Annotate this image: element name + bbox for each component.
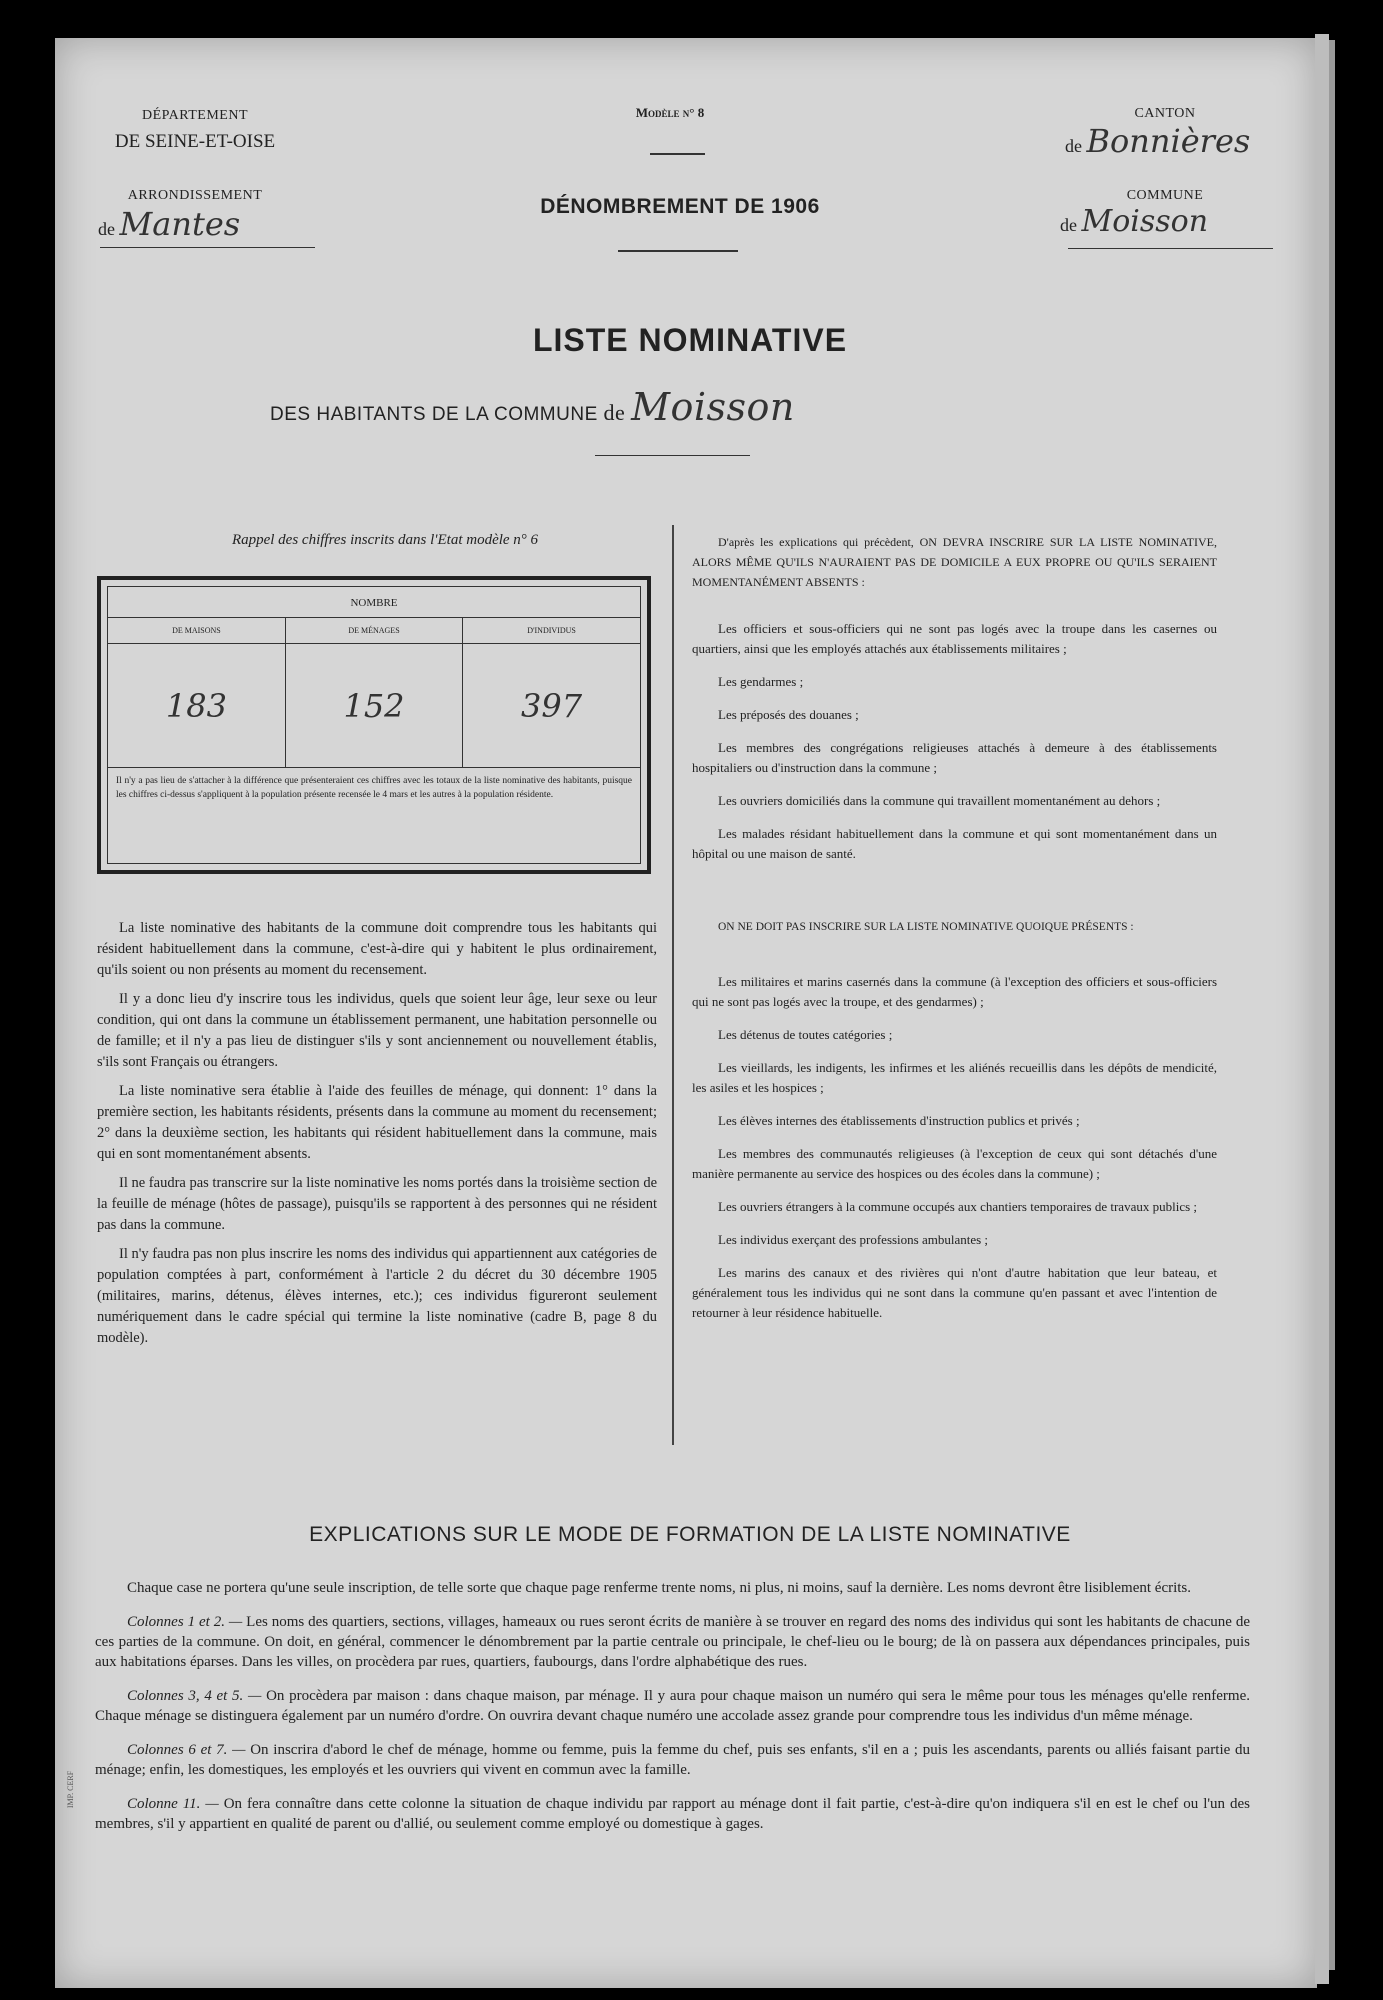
commune-line xyxy=(1060,204,1310,239)
column-divider xyxy=(672,525,674,1445)
val-maisons: 183 xyxy=(108,644,285,768)
commune-label: COMMUNE xyxy=(1126,188,1204,203)
liste-nominative-title: LISTE NOMINATIVE xyxy=(532,322,848,358)
denombrement-title: DÉNOMBREMENT DE 1906 xyxy=(540,195,820,218)
explications-body xyxy=(95,1578,1250,1848)
liste-subtitle xyxy=(270,385,1030,429)
include-item: Les officiers et sous-officiers qui ne sont pas logés avec la troupe dans les casernes ou quartiers, ainsi que les employés attachés aux établissements militaires ; xyxy=(692,621,1217,656)
exclude-item: Les membres des communautés religieuses (à l'exception de ceux qui sont détachés d'une manière permanente au service des hospices ou des écoles dans la commune) ; xyxy=(692,1146,1217,1181)
departement-value: DE SEINE-ET-OISE xyxy=(114,131,276,152)
canton-line xyxy=(1065,122,1315,160)
left-paragraph: La liste nominative sera établie à l'aide des feuilles de ménage, qui donnent: 1° dans la première section, les habitants résidents, présents dans la commune au moment du recensement; 2° dans la deuxième section, les habitants qui résident habituellement dans la commune, mais qui en sont momentanément absents. xyxy=(97,1083,657,1162)
subtitle-commune: Moisson xyxy=(631,385,795,429)
canton-value: Bonnières xyxy=(1086,122,1251,160)
colonnes-label: Colonne 11. — xyxy=(127,1796,219,1812)
exclude-item: Les ouvriers étrangers à la commune occupés aux chantiers temporaires de travaux publics ; xyxy=(718,1199,1198,1214)
rappel-inner-frame xyxy=(107,586,641,864)
include-item: Les gendarmes ; xyxy=(718,674,804,689)
explication-text: On inscrira d'abord le chef de ménage, homme ou femme, puis la femme du chef, puis ses enfants, s'il en a ; puis les ascendants, parents ou alliés faisant partie du ménage; enfin, les domestiques, les employés et les ouvriers qui vivent en commun avec la famille. xyxy=(95,1742,1250,1778)
exclude-item: Les détenus de toutes catégories ; xyxy=(718,1027,893,1042)
exclude-title: ON NE DOIT PAS INSCRIRE SUR LA LISTE NOMINATIVE QUOIQUE PRÉSENTS : xyxy=(718,921,1134,933)
explications-title: EXPLICATIONS SUR LE MODE DE FORMATION DE LA LISTE NOMINATIVE xyxy=(309,1523,1071,1546)
denombrement-rule xyxy=(618,250,738,252)
subtitle-text: DES HABITANTS DE LA COMMUNE xyxy=(270,404,598,425)
exclude-item: Les marins des canaux et des rivières qui n'ont d'autre habitation que leur bateau, et généralement tous les individus qui ne sont dans la commune qu'en passant et avec l'intention de retourner à leur résidence habituelle. xyxy=(692,1265,1217,1320)
departement-label: DÉPARTEMENT xyxy=(141,108,249,123)
col-individus-header: D'INDIVIDUS xyxy=(463,618,640,644)
col-maisons-header: DE MAISONS xyxy=(108,618,285,644)
explication-colonnes-1-2 xyxy=(95,1612,1250,1672)
page-edge xyxy=(1315,34,1329,1984)
rappel-table xyxy=(108,587,640,768)
val-individus: 397 xyxy=(463,644,640,768)
title-rule xyxy=(595,455,750,456)
arrondissement-label: ARRONDISSEMENT xyxy=(127,188,263,203)
colonnes-label: Colonnes 3, 4 et 5. — xyxy=(127,1688,262,1704)
explication-colonne-11 xyxy=(95,1794,1250,1834)
left-paragraph: Il ne faudra pas transcrire sur la liste nominative les noms portés dans la troisième section de la feuille de ménage (hôtes de passage), puisqu'ils se rapportent à des personnes qui ne résident pas dans la commune. xyxy=(97,1175,657,1233)
explication-intro: Chaque case ne portera qu'une seule inscription, de telle sorte que chaque page renferme trente noms, ni plus, ni moins, sauf la dernière. Les noms devront être lisiblement écrits. xyxy=(127,1580,1192,1596)
printer-mark: IMP. CERF xyxy=(66,1770,76,1809)
include-item: Les ouvriers domiciliés dans la commune qui travaillent momentanément au dehors ; xyxy=(718,793,1161,808)
val-menages: 152 xyxy=(285,644,462,768)
left-paragraph: La liste nominative des habitants de la commune doit comprendre tous les habitants qui résident habituellement dans la commune, c'est-à-dire qui y habitent le plus ordinairement, qu'ils soient ou non présents au moment du recensement. xyxy=(97,920,657,978)
arrondissement-prefix: de xyxy=(98,219,115,239)
arrondissement-rule xyxy=(100,247,315,248)
colonnes-label: Colonnes 6 et 7. — xyxy=(127,1742,246,1758)
rappel-note: Il n'y a pas lieu de s'attacher à la différence que présenteraient ces chiffres avec les totaux de la liste nominative des habitants, puisque les chiffres ci-dessus s'appliquent à la population présente recensée le 4 mars et les autres à la population résidente. xyxy=(116,776,632,800)
explication-text: On fera connaître dans cette colonne la situation de chaque individu par rapport au ménage dont il fait partie, c'est-à-dire qu'on indiquera s'il en est le chef ou l'un des membres, s'il y appartient en qualité de parent ou d'allié, ou seulement comme employé ou domestique à gages. xyxy=(95,1796,1251,1832)
explication-colonnes-6-7 xyxy=(95,1740,1250,1780)
colonnes-label: Colonnes 1 et 2. — xyxy=(127,1614,243,1630)
col-menages-header: DE MÉNAGES xyxy=(285,618,462,644)
canton-label: CANTON xyxy=(1134,106,1196,121)
rappel-caption: Rappel des chiffres inscrits dans l'Etat modèle n° 6 xyxy=(231,532,539,548)
right-intro: D'après les explications qui précèdent, ON DEVRA INSCRIRE SUR LA LISTE NOMINATIVE, ALORS MÊME QU'ILS N'AURAIENT PAS DE DOMICILE A EUX PROPRE OU QU'ILS SERAIENT MOMENTANÉMENT ABSENTS : xyxy=(692,535,1217,589)
right-column xyxy=(692,532,1217,1336)
arrondissement-line xyxy=(98,205,318,243)
explication-colonnes-3-5 xyxy=(95,1686,1250,1726)
exclude-item: Les élèves internes des établissements d'instruction publics et privés ; xyxy=(718,1113,1080,1128)
exclude-item: Les militaires et marins casernés dans la commune (à l'exception des officiers et sous-officiers qui ne sont pas logés avec la troupe, et des gendarmes) ; xyxy=(692,974,1217,1009)
commune-rule xyxy=(1068,248,1273,249)
modele-number: Modèle n° 8 xyxy=(635,105,705,120)
include-item: Les malades résidant habituellement dans la commune et qui sont momentanément dans un hôpital ou une maison de santé. xyxy=(692,826,1217,861)
include-item: Les préposés des douanes ; xyxy=(718,707,859,722)
nombre-header: NOMBRE xyxy=(108,587,640,618)
arrondissement-value: Mantes xyxy=(119,205,241,243)
page-edge-shadow xyxy=(1329,40,1335,1970)
include-item: Les membres des congrégations religieuses attachés à demeure à des établissements hospitaliers ou d'instruction dans la commune ; xyxy=(692,740,1217,775)
explication-text: On procèdera par maison : dans chaque maison, par ménage. Il y aura pour chaque maison un numéro qui sera le même pour tous les ménages qu'elle renferme. Chaque ménage se distinguera également par un numéro d'ordre. On ouvrira devant chaque numéro une accolade assez grande pour comprendre tous les individus d'un même ménage. xyxy=(95,1688,1250,1724)
left-column xyxy=(97,918,657,1357)
canton-prefix: de xyxy=(1065,136,1082,156)
rappel-box xyxy=(97,576,651,874)
modele-rule xyxy=(650,153,705,155)
explication-text: Les noms des quartiers, sections, villages, hameaux ou rues seront écrits de manière à se trouver en regard des noms des individus qui sont les habitants de chacune de ces parties de la commune. On doit, en général, commencer le dénombrement par la partie centrale ou principale, le chef-lieu ou le bourg; de là on passera aux dépendances principales, puis aux habitations éparses. Dans les villes, on procèdera par rues, quartiers, faubourgs, dans l'ordre alphabétique des rues. xyxy=(95,1614,1250,1670)
left-paragraph: Il n'y faudra pas non plus inscrire les noms des individus qui appartiennent aux catégories de population comptées à part, conformément à l'article 2 du décret du 30 décembre 1905 (militaires, marins, détenus, élèves internes, etc.); ces individus figureront seulement numériquement dans le cadre spécial qui termine la liste nominative (cadre B, page 8 du modèle). xyxy=(97,1246,657,1346)
left-paragraph: Il y a donc lieu d'y inscrire tous les individus, quels que soient leur âge, leur sexe ou leur condition, qui ont dans la commune un établissement permanent, une habitation personnelle ou de famille; et il n'y a pas lieu de distinguer s'ils y sont anciennement ou nouvellement établis, s'ils sont Français ou étrangers. xyxy=(97,991,657,1070)
commune-prefix: de xyxy=(1060,215,1077,235)
commune-value: Moisson xyxy=(1081,204,1209,239)
subtitle-prefix: de xyxy=(603,400,626,425)
exclude-item: Les individus exerçant des professions ambulantes ; xyxy=(718,1232,989,1247)
exclude-item: Les vieillards, les indigents, les infirmes et les aliénés recueillis dans les dépôts de mendicité, les asiles et les hospices ; xyxy=(692,1060,1217,1095)
